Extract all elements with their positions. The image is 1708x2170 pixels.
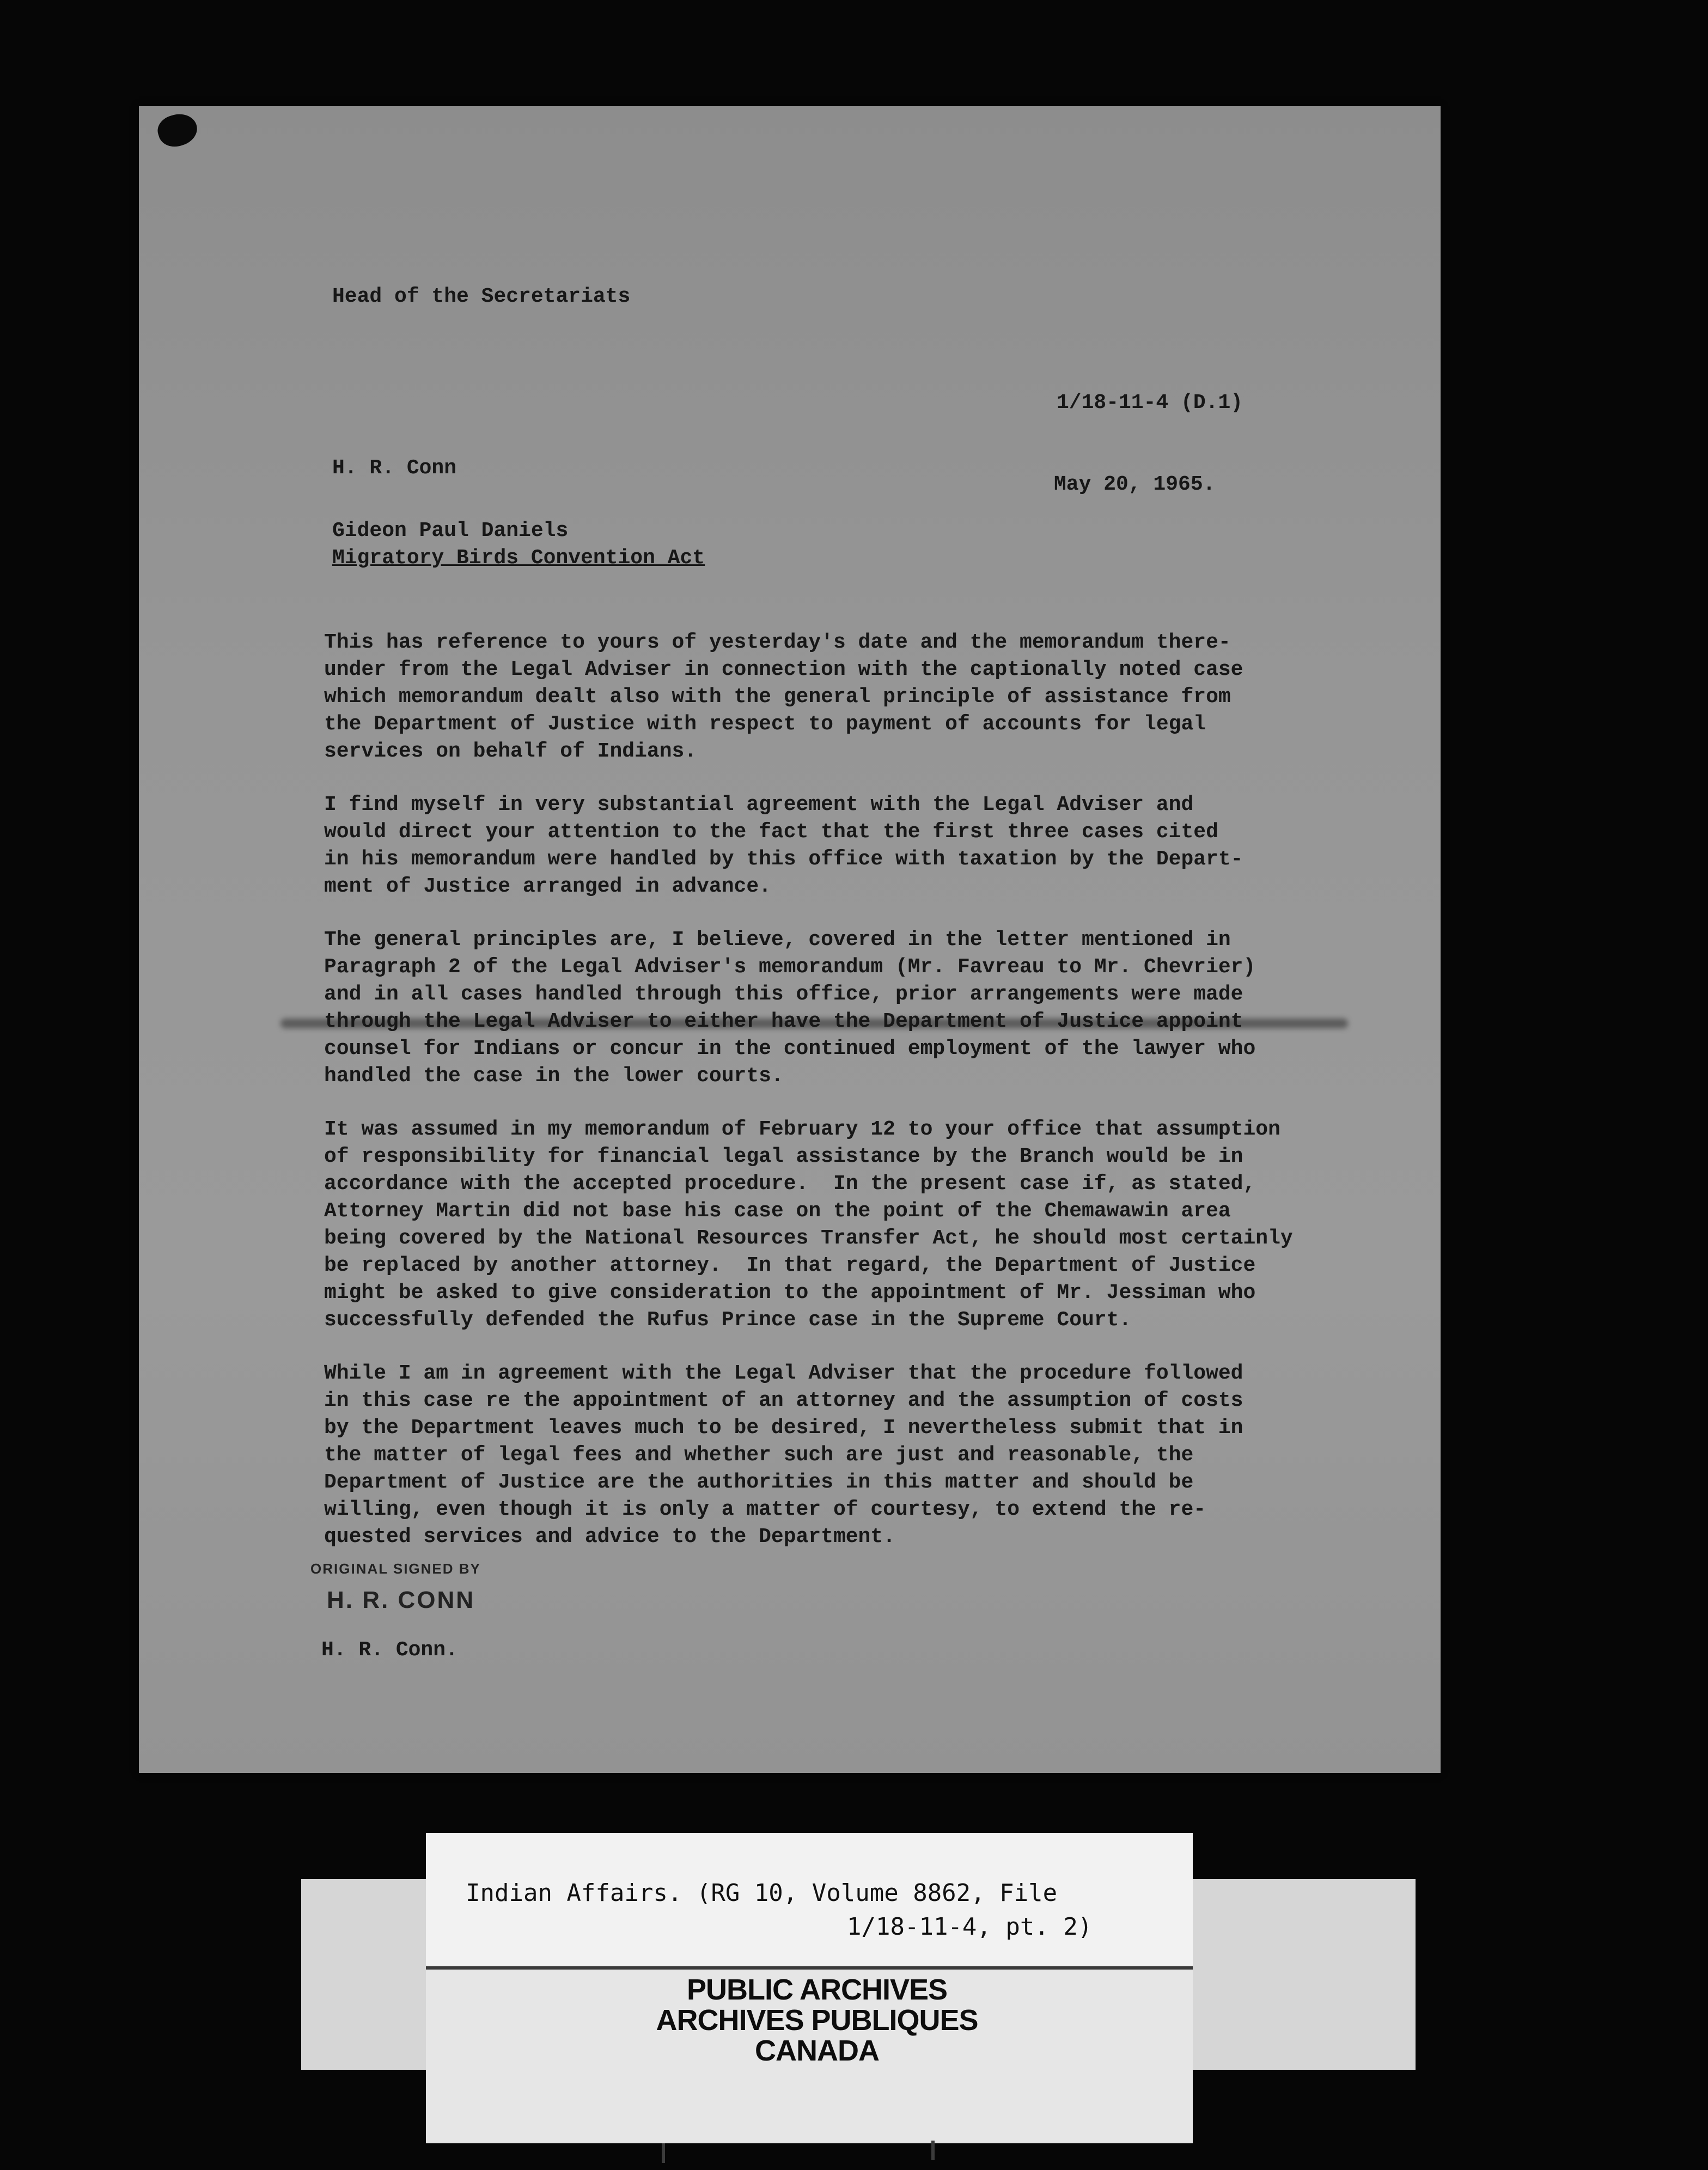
reference-line: 1/18-11-4, pt. 2): [847, 1913, 1093, 1941]
archives-line: PUBLIC ARCHIVES: [686, 1973, 948, 2006]
paragraph: While I am in agreement with the Legal Adviser that the procedure followed in this case re the appointment of an attorney and the assumption of costs by the Department leaves much to be desired, I nevertheless submit that in the matter of legal fees and whether such are just and reasonable, the Department of Justice are the authorities in this matter and should be willing, even though it is only a matter of courtesy, to extend the re- quested services and advice to the Department.: [324, 1362, 1243, 1549]
memo-text: [139, 106, 1441, 1773]
reference-line: Indian Affairs. (RG 10, Volume 8862, File: [466, 1879, 1058, 1907]
paragraph: I find myself in very substantial agreement with the Legal Adviser and would direct your attention to the fact that the first three cases cited in his memorandum were handled by this office with taxation by the Depart- ment of Justice arranged in advance.: [324, 793, 1243, 898]
paragraph: This has reference to yours of yesterday's date and the memorandum there- under from the Legal Adviser in connection with the captionally noted case which memorandum dealt also with the general principle of assistance from the Department of Justice with respect to payment of accounts for legal services on behalf of Indians.: [324, 631, 1243, 763]
signed-stamp: [310, 1555, 481, 1614]
paragraph: The general principles are, I believe, covered in the letter mentioned in Paragraph 2 of the Legal Adviser's memorandum (Mr. Favreau to Mr. Chevrier) and in all cases handled through this office, prior arrangements were made through the Legal Adviser to either have the Department of Justice appoint counsel for Indians or concur in the continued employment of the lawyer who handled the case in the lower courts.: [324, 928, 1256, 1088]
memo-subject: [332, 517, 705, 572]
memo-recipient: Head of the Secretariats: [332, 285, 631, 308]
typed-signature: H. R. Conn.: [321, 1638, 458, 1662]
file-number: 1/18-11-4 (D.1): [1057, 391, 1243, 415]
archives-line: CANADA: [755, 2034, 879, 2067]
subject-name: Gideon Paul Daniels: [332, 519, 569, 542]
memo-date: May 20, 1965.: [1054, 473, 1216, 496]
archives-line: ARCHIVES PUBLIQUES: [656, 2004, 978, 2037]
memo-body: [324, 629, 1392, 1577]
stamp-caption: ORIGINAL SIGNED BY: [310, 1561, 481, 1577]
paragraph: It was assumed in my memorandum of February 12 to your office that assumption of responsibility for financial legal assistance by the Branch would be in accordance with the accepted procedure. In the present case if, as stated, Attorney Martin did not base his case on the point of the Chemawawin area being covered by the National Resources Transfer Act, he should most certainly be replaced by another attorney. In that regard, the Department of Justice might be asked to give consideration to the appointment of Mr. Jessiman who successfully defended the Rufus Prince case in the Supreme Court.: [324, 1118, 1293, 1332]
film-speck: [662, 2143, 665, 2163]
stamp-name: H. R. CONN: [327, 1587, 475, 1613]
film-speck: [931, 2141, 935, 2160]
subject-act: Migratory Birds Convention Act: [332, 546, 705, 570]
archive-reference: [466, 1876, 1092, 1944]
archives-stamp: [572, 1974, 1062, 2066]
memo-sender: H. R. Conn: [332, 456, 457, 480]
